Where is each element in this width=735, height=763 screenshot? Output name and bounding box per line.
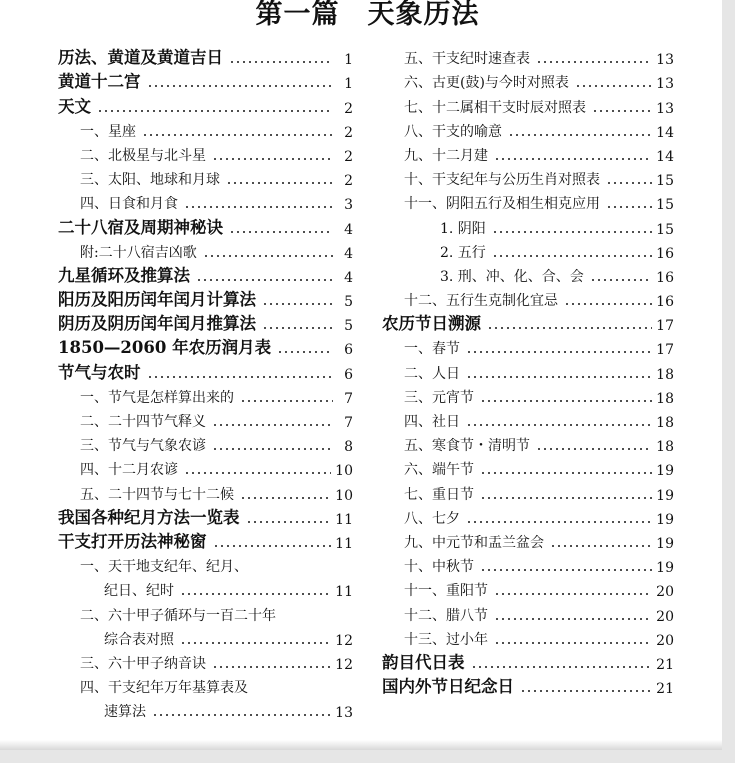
toc-entry xyxy=(382,479,674,503)
dot-leader xyxy=(213,545,332,547)
toc-entry-label: 黄道十二宫 xyxy=(58,72,141,92)
toc-entry-page-number: 11 xyxy=(335,535,353,552)
dot-leader xyxy=(606,182,652,184)
dot-leader xyxy=(564,303,652,305)
toc-entry-label: 二十八宿及周期神秘诀 xyxy=(58,217,223,237)
toc-entry xyxy=(58,117,353,141)
toc-right-column xyxy=(382,44,674,697)
toc-entry xyxy=(58,479,353,503)
toc-entry-label: 1. 阴阳 xyxy=(440,220,486,237)
toc-entry-page-number: 14 xyxy=(656,124,674,141)
toc-entry-label: 一、春节 xyxy=(404,341,460,358)
toc-entry xyxy=(382,673,674,697)
toc-entry-page-number: 5 xyxy=(344,318,353,335)
toc-entry-label: 九星循环及推算法 xyxy=(58,265,190,285)
dot-leader xyxy=(480,400,652,402)
toc-entry-label: 国内外节日纪念日 xyxy=(382,677,514,697)
toc-entry-page-number: 21 xyxy=(656,681,674,698)
toc-entry xyxy=(382,407,674,431)
toc-entry-page-number: 19 xyxy=(656,511,674,528)
toc-entry-page-number: 20 xyxy=(656,608,674,625)
dot-leader xyxy=(262,303,333,305)
dot-leader xyxy=(212,666,331,668)
toc-entry xyxy=(58,431,353,455)
dot-leader xyxy=(494,593,652,595)
toc-entry-page-number: 1 xyxy=(344,52,353,69)
toc-entry-page-number: 14 xyxy=(656,148,674,165)
dot-leader xyxy=(466,351,652,353)
dot-leader xyxy=(590,279,652,281)
toc-entry-label: 速算法 xyxy=(104,704,146,721)
toc-entry-page-number: 21 xyxy=(656,656,674,673)
toc-entry-page-number: 16 xyxy=(656,294,674,311)
dot-leader xyxy=(487,327,652,329)
dot-leader xyxy=(184,472,331,474)
toc-entry-label: 节气与农时 xyxy=(58,362,141,382)
toc-entry xyxy=(58,504,353,528)
toc-entry-page-number: 1 xyxy=(344,76,353,93)
toc-entry-page-number: 6 xyxy=(344,342,353,359)
dot-leader xyxy=(480,569,652,571)
toc-entry-label: 七、重日节 xyxy=(404,486,474,503)
toc-entry-label: 农历节日溯源 xyxy=(382,314,481,334)
toc-entry-label: 五、干支纪时速查表 xyxy=(404,51,530,68)
dot-leader xyxy=(536,448,652,450)
toc-entry-page-number: 6 xyxy=(344,366,353,383)
toc-entry-label: 十三、过小年 xyxy=(404,631,488,648)
toc-entry-page-number: 19 xyxy=(656,487,674,504)
toc-entry xyxy=(58,310,353,334)
toc-entry xyxy=(382,117,674,141)
toc-entry-label: 我国各种纪月方法一览表 xyxy=(58,507,240,527)
toc-entry-page-number: 18 xyxy=(656,366,674,383)
toc-entry-page-number: 10 xyxy=(335,487,353,504)
toc-entry-page-number: 4 xyxy=(344,221,353,238)
toc-entry xyxy=(382,649,674,673)
toc-entry xyxy=(58,358,353,382)
dot-leader xyxy=(508,134,652,136)
toc-entry-page-number: 13 xyxy=(656,76,674,93)
toc-entry xyxy=(58,455,353,479)
toc-entry-label: 二、六十甲子循环与一百二十年 xyxy=(80,607,276,624)
toc-entry xyxy=(382,213,674,237)
toc-entry-page-number: 19 xyxy=(656,560,674,577)
dot-leader xyxy=(466,424,652,426)
dot-leader xyxy=(494,158,652,160)
page-edge-shadow xyxy=(0,740,722,750)
toc-entry xyxy=(58,213,353,237)
toc-entry-page-number: 8 xyxy=(344,439,353,456)
toc-entry-page-number: 20 xyxy=(656,584,674,601)
dot-leader xyxy=(212,424,333,426)
toc-entry xyxy=(382,552,674,576)
toc-entry xyxy=(58,407,353,431)
toc-entry xyxy=(382,68,674,92)
dot-leader xyxy=(180,642,331,644)
dot-leader xyxy=(536,61,652,63)
toc-entry-page-number: 16 xyxy=(656,269,674,286)
toc-entry-label: 2. 五行 xyxy=(440,244,486,261)
toc-entry-label: 六、古更(鼓)与今时对照表 xyxy=(404,75,569,92)
dot-leader xyxy=(184,206,333,208)
toc-entry-label: 一、节气是怎样算出来的 xyxy=(80,389,234,406)
toc-entry-page-number: 17 xyxy=(656,342,674,359)
toc-entry xyxy=(58,697,353,721)
dot-leader xyxy=(196,279,333,281)
toc-entry-page-number: 19 xyxy=(656,463,674,480)
toc-entry-page-number: 2 xyxy=(344,124,353,141)
toc-entry-page-number: 16 xyxy=(656,245,674,262)
toc-entry-page-number: 13 xyxy=(656,100,674,117)
dot-leader xyxy=(471,666,653,668)
dot-leader xyxy=(226,182,333,184)
toc-entry-label: 二、人日 xyxy=(404,365,460,382)
toc-entry-page-number: 15 xyxy=(656,197,674,214)
dot-leader xyxy=(592,110,652,112)
toc-entry-label: 四、干支纪年万年基算表及 xyxy=(80,680,248,697)
toc-entry-page-number: 4 xyxy=(344,269,353,286)
toc-entry-label: 二、北极星与北斗星 xyxy=(80,147,206,164)
toc-entry xyxy=(382,262,674,286)
toc-entry xyxy=(58,649,353,673)
dot-leader xyxy=(466,521,652,523)
page-title: 第一篇 天象历法 xyxy=(255,0,480,30)
toc-entry-label: 九、十二月建 xyxy=(404,147,488,164)
toc-entry-page-number: 17 xyxy=(656,318,674,335)
toc-entry-label: 八、干支的喻意 xyxy=(404,123,502,140)
toc-entry xyxy=(382,238,674,262)
dot-leader xyxy=(212,448,333,450)
toc-entry-label: 十二、五行生克制化宜忌 xyxy=(404,293,558,310)
toc-entry-page-number: 11 xyxy=(335,584,353,601)
toc-entry-label: 三、节气与气象农谚 xyxy=(80,438,206,455)
dot-leader xyxy=(494,618,652,620)
toc-entry xyxy=(58,600,353,624)
toc-entry-page-number: 5 xyxy=(344,294,353,311)
toc-entry xyxy=(58,141,353,165)
toc-entry xyxy=(382,455,674,479)
dot-leader xyxy=(212,158,333,160)
toc-entry xyxy=(58,383,353,407)
dot-leader xyxy=(606,206,652,208)
toc-entry xyxy=(58,673,353,697)
dot-leader xyxy=(262,327,333,329)
toc-entry-label: 五、寒食节・清明节 xyxy=(404,438,530,455)
dot-leader xyxy=(246,521,332,523)
toc-entry-label: 附:二十八宿吉凶歌 xyxy=(80,244,197,261)
toc-entry-label: 1850—2060 年农历润月表 xyxy=(58,338,272,358)
toc-entry xyxy=(382,528,674,552)
dot-leader xyxy=(97,110,333,112)
toc-entry-page-number: 13 xyxy=(656,52,674,69)
toc-entry-label: 八、七夕 xyxy=(404,510,460,527)
toc-entry-page-number: 4 xyxy=(344,245,353,262)
toc-entry-label: 综合表对照 xyxy=(104,631,174,648)
toc-entry-label: 三、六十甲子纳音诀 xyxy=(80,655,206,672)
toc-entry-label: 阳历及阳历闰年闰月计算法 xyxy=(58,290,256,310)
dot-leader xyxy=(494,642,652,644)
toc-entry-page-number: 2 xyxy=(344,173,353,190)
toc-entry xyxy=(58,576,353,600)
toc-entry-page-number: 20 xyxy=(656,632,674,649)
toc-entry xyxy=(58,238,353,262)
toc-entry-label: 纪日、纪时 xyxy=(104,583,174,600)
dot-leader xyxy=(229,61,333,63)
toc-entry xyxy=(58,68,353,92)
dot-leader xyxy=(147,376,334,378)
toc-entry xyxy=(382,165,674,189)
toc-entry-label: 十、中秋节 xyxy=(404,559,474,576)
toc-entry xyxy=(58,625,353,649)
toc-entry-label: 四、社日 xyxy=(404,414,460,430)
dot-leader xyxy=(480,497,652,499)
toc-entry-label: 二、二十四节气释义 xyxy=(80,414,206,430)
dot-leader xyxy=(550,545,652,547)
toc-entry-label: 十一、重阳节 xyxy=(404,583,488,600)
toc-entry-label: 九、中元节和盂兰盆会 xyxy=(404,534,544,551)
toc-entry-label: 四、日食和月食 xyxy=(80,196,178,213)
toc-entry xyxy=(382,286,674,310)
toc-entry-page-number: 2 xyxy=(344,148,353,165)
toc-entry xyxy=(382,141,674,165)
dot-leader xyxy=(240,400,333,402)
toc-entry-label: 四、十二月农谚 xyxy=(80,462,178,479)
toc-entry-page-number: 13 xyxy=(335,705,353,722)
toc-entry xyxy=(382,625,674,649)
dot-leader xyxy=(229,231,333,233)
toc-entry xyxy=(58,334,353,358)
toc-entry xyxy=(382,334,674,358)
toc-entry-page-number: 18 xyxy=(656,415,674,431)
dot-leader xyxy=(142,134,333,136)
toc-entry-label: 一、星座 xyxy=(80,123,136,140)
toc-entry-label: 十二、腊八节 xyxy=(404,607,488,624)
toc-entry xyxy=(382,189,674,213)
toc-entry xyxy=(58,92,353,116)
toc-entry-label: 历法、黄道及黄道吉日 xyxy=(58,48,223,68)
toc-entry-page-number: 12 xyxy=(335,632,353,649)
toc-entry-page-number: 15 xyxy=(656,221,674,238)
toc-entry-label: 阴历及阴历闰年闰月推算法 xyxy=(58,314,256,334)
toc-entry xyxy=(58,286,353,310)
toc-entry xyxy=(382,383,674,407)
toc-entry-label: 三、元宵节 xyxy=(404,389,474,406)
toc-entry xyxy=(58,528,353,552)
dot-leader xyxy=(147,85,334,87)
toc-entry xyxy=(382,44,674,68)
toc-entry-page-number: 7 xyxy=(344,390,353,407)
toc-entry-label: 三、太阳、地球和月球 xyxy=(80,172,220,189)
dot-leader xyxy=(180,593,331,595)
dot-leader xyxy=(492,231,652,233)
toc-entry-label: 干支打开历法神秘窗 xyxy=(58,531,207,551)
toc-entry-label: 七、十二属相干支时辰对照表 xyxy=(404,99,586,116)
toc-entry-page-number: 2 xyxy=(344,100,353,117)
dot-leader xyxy=(466,376,652,378)
toc-entry xyxy=(58,262,353,286)
toc-entry-label: 六、端午节 xyxy=(404,462,474,479)
toc-entry xyxy=(382,431,674,455)
dot-leader xyxy=(575,85,652,87)
toc-entry-page-number: 11 xyxy=(335,511,353,528)
toc-entry-page-number: 3 xyxy=(344,197,353,214)
toc-entry-page-number: 18 xyxy=(656,390,674,407)
toc-entry-label: 十一、阴阳五行及相生相克应用 xyxy=(404,196,600,213)
dot-leader xyxy=(240,497,331,499)
toc-entry-page-number: 18 xyxy=(656,439,674,456)
dot-leader xyxy=(152,714,331,716)
toc-entry-label: 3. 刑、冲、化、合、会 xyxy=(440,268,584,285)
dot-leader xyxy=(203,255,333,257)
toc-entry-page-number: 19 xyxy=(656,535,674,552)
toc-entry-page-number: 7 xyxy=(344,415,353,431)
toc-entry-page-number: 10 xyxy=(335,463,353,480)
toc-entry xyxy=(382,92,674,116)
dot-leader xyxy=(492,255,652,257)
toc-entry-label: 十、干支纪年与公历生肖对照表 xyxy=(404,172,600,189)
toc-entry xyxy=(58,189,353,213)
toc-entry xyxy=(58,44,353,68)
dot-leader xyxy=(277,351,333,353)
toc-entry-label: 韵目代日表 xyxy=(382,652,465,672)
dot-leader xyxy=(520,690,652,692)
toc-entry xyxy=(382,504,674,528)
toc-entry-label: 一、天干地支纪年、纪月、 xyxy=(80,559,248,576)
toc-entry xyxy=(58,165,353,189)
toc-entry-label: 五、二十四节与七十二候 xyxy=(80,486,234,503)
toc-entry xyxy=(58,552,353,576)
toc-entry xyxy=(382,576,674,600)
toc-entry-label: 天文 xyxy=(58,96,91,116)
toc-entry xyxy=(382,310,674,334)
toc-entry xyxy=(382,600,674,624)
toc-entry-page-number: 15 xyxy=(656,173,674,190)
toc-left-column xyxy=(58,44,353,721)
dot-leader xyxy=(480,472,652,474)
toc-entry xyxy=(382,358,674,382)
toc-entry-page-number: 12 xyxy=(335,656,353,673)
